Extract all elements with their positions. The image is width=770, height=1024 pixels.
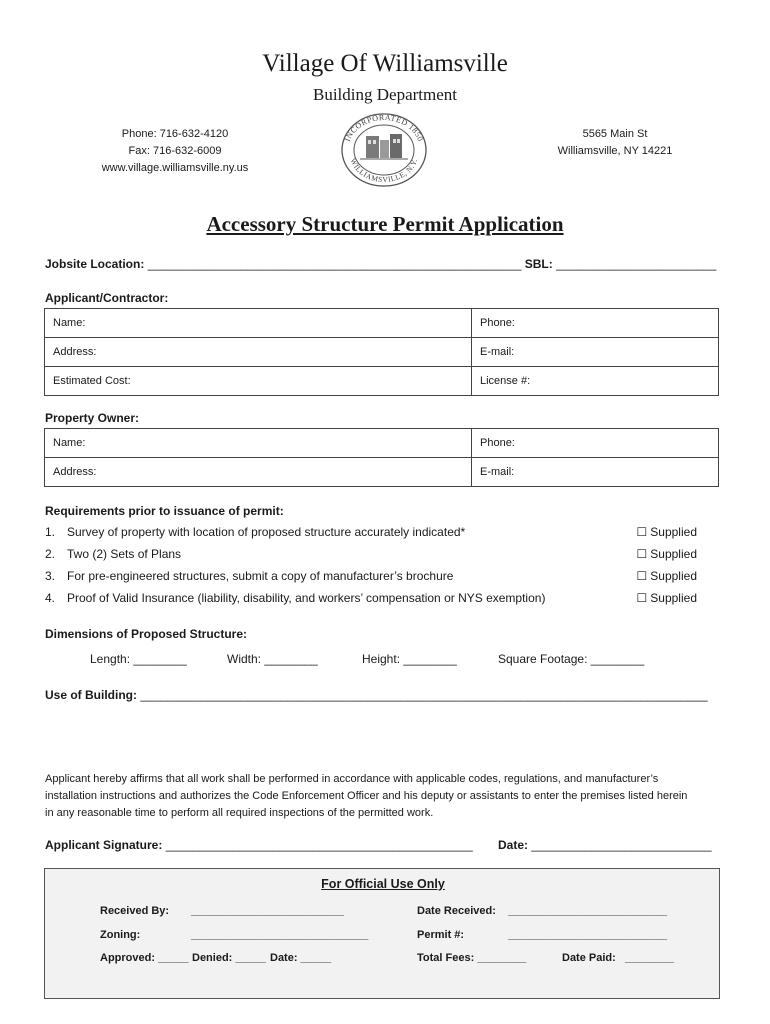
official-use-box xyxy=(44,868,720,999)
sbl-label: SBL: xyxy=(524,257,553,271)
street-address: 5565 Main St xyxy=(582,128,648,140)
requirement-item xyxy=(45,591,705,605)
approved-field[interactable]: Approved: _____ xyxy=(100,952,189,964)
supplied-checkbox[interactable] xyxy=(637,569,697,583)
owner-email-field[interactable]: E-mail: xyxy=(472,458,719,487)
checkbox-icon: ☐ xyxy=(636,547,648,561)
supplied-checkbox[interactable] xyxy=(637,547,697,561)
city-state-zip: Williamsville, NY 14221 xyxy=(557,145,673,157)
height-field[interactable]: Height: ________ xyxy=(362,652,457,666)
received-by-label: Received By: xyxy=(100,905,170,917)
table-row xyxy=(45,367,719,396)
department-name: Building Department xyxy=(312,85,457,104)
applicant-email-field[interactable]: E-mail: xyxy=(472,338,719,367)
license-number-field[interactable]: License #: xyxy=(472,367,719,396)
affirmation-line: installation instructions and authorizes the Code Enforcement Officer and his deputy or assistants to enter the premises listed herein xyxy=(45,790,688,802)
village-seal-logo xyxy=(340,112,428,188)
phone-number: Phone: 716-632-4120 xyxy=(121,128,229,140)
fax-number: Fax: 716-632-6009 xyxy=(128,145,222,157)
supplied-label: Supplied xyxy=(650,547,697,561)
requirement-item xyxy=(45,525,705,539)
sbl-field[interactable]: ________________________ xyxy=(556,257,717,271)
signature-row xyxy=(45,838,473,852)
applicant-address-field[interactable]: Address: xyxy=(45,338,472,367)
seal-top-text: INCORPORATED 1850 xyxy=(342,112,426,143)
owner-phone-field[interactable]: Phone: xyxy=(472,429,719,458)
form-title: Accessory Structure Permit Application xyxy=(206,212,564,236)
owner-name-field[interactable]: Name: xyxy=(45,429,472,458)
date-received-label: Date Received: xyxy=(417,905,496,917)
official-date-field[interactable]: Date: _____ xyxy=(270,952,332,964)
signature-label: Applicant Signature: xyxy=(45,838,163,852)
denied-field[interactable]: Denied: _____ xyxy=(192,952,266,964)
applicant-name-field[interactable]: Name: xyxy=(45,309,472,338)
supplied-label: Supplied xyxy=(650,525,697,539)
applicant-phone-field[interactable]: Phone: xyxy=(472,309,719,338)
date-received-field[interactable]: __________________________ xyxy=(508,905,668,917)
requirement-number: 2. xyxy=(45,547,56,561)
signature-date-label: Date: xyxy=(498,838,529,852)
requirement-item xyxy=(45,547,705,561)
use-of-building-label: Use of Building: xyxy=(45,688,137,702)
date-paid-field[interactable]: ________ xyxy=(625,952,674,964)
address-info xyxy=(540,126,690,160)
signature-date-row xyxy=(498,838,712,852)
requirement-number: 3. xyxy=(45,569,56,583)
estimated-cost-field[interactable]: Estimated Cost: xyxy=(45,367,472,396)
requirement-text: For pre-engineered structures, submit a copy of manufacturer’s brochure xyxy=(67,569,454,583)
table-row xyxy=(45,338,719,367)
length-field[interactable]: Length: ________ xyxy=(90,652,187,666)
dimensions-heading: Dimensions of Proposed Structure: xyxy=(45,627,248,641)
jobsite-location-field[interactable]: ________________________________________________________ xyxy=(147,257,522,271)
contact-info xyxy=(90,126,260,177)
requirement-text: Survey of property with location of proposed structure accurately indicated* xyxy=(67,525,466,539)
applicant-heading: Applicant/Contractor: xyxy=(45,291,169,305)
table-row xyxy=(45,429,719,458)
website: www.village.williamsville.ny.us xyxy=(101,162,249,174)
date-paid-label: Date Paid: xyxy=(562,952,616,964)
affirmation-line: Applicant hereby affirms that all work shall be performed in accordance with applicable codes, regulations, and manufacturer’s xyxy=(45,773,659,785)
width-field[interactable]: Width: ________ xyxy=(227,652,318,666)
total-fees-field[interactable]: Total Fees: ________ xyxy=(417,952,527,964)
owner-heading: Property Owner: xyxy=(45,411,140,425)
requirement-text: Proof of Valid Insurance (liability, disability, and workers’ compensation or NYS exemption) xyxy=(67,591,546,605)
supplied-label: Supplied xyxy=(650,591,697,605)
requirement-number: 4. xyxy=(45,591,56,605)
table-row xyxy=(45,458,719,487)
square-footage-field[interactable]: Square Footage: ________ xyxy=(498,652,645,666)
official-use-heading: For Official Use Only xyxy=(321,877,445,891)
supplied-label: Supplied xyxy=(650,569,697,583)
received-by-field[interactable]: _________________________ xyxy=(191,905,344,917)
owner-table xyxy=(44,428,719,487)
checkbox-icon: ☐ xyxy=(636,591,648,605)
affirmation-line: in any reasonable time to perform all required inspections of the permitted work. xyxy=(45,807,434,819)
table-row xyxy=(45,309,719,338)
applicant-table xyxy=(44,308,719,396)
use-of-building-field[interactable]: _____________________________________________________________________________________ xyxy=(140,688,708,702)
owner-address-field[interactable]: Address: xyxy=(45,458,472,487)
requirement-number: 1. xyxy=(45,525,56,539)
seal-bottom-text: WILLIAMSVILLE, N.Y. xyxy=(348,156,420,185)
affirmation-text xyxy=(45,771,735,822)
requirement-item xyxy=(45,569,705,583)
use-of-building-row xyxy=(45,688,708,702)
checkbox-icon: ☐ xyxy=(636,569,648,583)
requirements-heading: Requirements prior to issuance of permit: xyxy=(45,504,284,518)
checkbox-icon: ☐ xyxy=(636,525,648,539)
supplied-checkbox[interactable] xyxy=(637,525,697,539)
permit-number-label: Permit #: xyxy=(417,929,465,941)
signature-date-field[interactable]: ___________________________ xyxy=(531,838,712,852)
jobsite-row xyxy=(45,257,716,271)
zoning-label: Zoning: xyxy=(100,929,141,941)
village-title: Village Of Williamsville xyxy=(262,50,508,77)
supplied-checkbox[interactable] xyxy=(637,591,697,605)
permit-number-field[interactable]: __________________________ xyxy=(508,929,668,941)
signature-field[interactable]: ______________________________________________ xyxy=(165,838,473,852)
jobsite-location-label: Jobsite Location: xyxy=(45,257,145,271)
requirement-text: Two (2) Sets of Plans xyxy=(67,547,182,561)
zoning-field[interactable]: _____________________________ xyxy=(191,929,369,941)
